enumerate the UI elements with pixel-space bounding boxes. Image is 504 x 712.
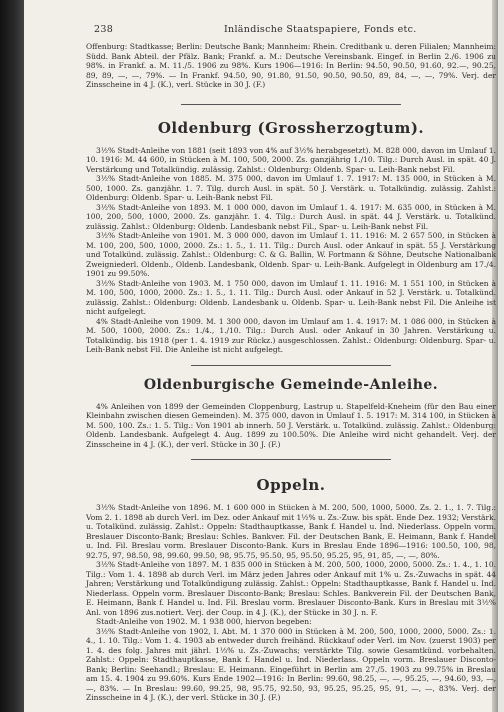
oldenburg-loan-1901: 3½% Stadt-Anleihe von 1901. M. 3 000 000, davon im Umlauf 1. 11. 1916: M. 2 657 500, in Stücken à M. 100, 200, 500, 1000, 2000. Zs.: 1. 5., 1. 11. Tilg.: Durch Ausl. oder Ankauf in spät. 55 J. Verstärkung und Totalkünd. zulässig. Zahlst.: Oldenburg: C. & G. Ballin, W. Fortmann & Söhne, Deutsche Nationalbank Zweigniederl. Oldenb., Oldenb. Landesbank, Oldenb. Spar- u. Leih-Bank. Aufgelegt in Oldenburg am 17./4. 1901 zu 99.50%. xyxy=(86,231,496,278)
oldenburg-loan-1893: 3½% Stadt-Anleihe von 1893. M. 1 000 000, davon im Umlauf 1. 4. 1917: M. 635 000, in Stücken à M. 100, 200, 500, 1000, 2000. Zs. ganzjähr. 1. 4. Tilg.: Durch Ausl. in spät. 44 J. Verstärk. u. Totalkünd. zulässig. Zahlst.: Oldenburg: Oldenb. Landesbank nebst Fil., Spar- u. Leih-Bank nebst Fil. xyxy=(86,202,496,231)
oppeln-loan-1902-abt1: 3½% Stadt-Anleihe von 1902, I. Abt. M. 1 370 000 in Stücken à M. 200, 500, 1000, 2000, 5000. Zs.: 1. 4., 1. 10. Tilg.: Vom 1. 4. 1903 ab entweder durch freihänd. Rückkauf oder Verl. im Nov. (zuerst 1903) per 1. 4. des folg. Jahres mit jährl. 1⅓% u. Zs.-Zuwachs; verstärkte Tilg. sowie Gesamtkünd. vorbehalten. Zahlst.: Oppeln: Stadthauptkasse, Bank f. Handel u. Ind. Niederlass. Oppeln vorm. Breslauer Disconto-Bank; Berlin: Seehandl.; Breslau: E. Heimann. Eingeführt in Berlin am 27./5. 1903 zu 99.75% in Breslau am 15. 4. 1904 zu 99.60%. Kurs Ende 1902—1916: In Berlin: 99.60, 98.25, —, —, 95.25, —, 94.60, 93, —, —, 83%. — In Breslau: 99.60, 99.25, 98, 95.75, 92.50, 93, 95.25, 95.25, 95, 91, —, —, 83%. Verj. der Zinsscheine in 4 J. (K.), der verl. Stücke in 30 J. (F.) xyxy=(86,626,496,702)
page-number: 238 xyxy=(94,24,114,35)
oppeln-loan-1902-header: Stadt-Anleihe von 1902. M. 1 938 000, hiervon begeben: xyxy=(96,617,312,626)
section-divider xyxy=(191,365,391,366)
intro-paragraph: Offenburg: Stadtkasse; Berlin: Deutsche Bank; Mannheim: Rhein. Creditbank u. deren Filialen; Mannheim: Südd. Bank Abteil. der Pfälz. Bank; Frankf. a. M.: Deutsche Vereinsbank. Eingef. in Berlin 2./6. 1906 zu 98%. in Frankf. a. M. 11./5. 1906 zu 98%. Kurs 1906—1916: In Berlin: 94.50, 90.50, 91.60, 92.—, 90.25, 89, 89, —, —, 79%. — In Frankf. 94.50, 90, 91.80, 91.50, 90.50, 90.50, 89, 84, —, —, 79%. Verj. der Zinsscheine in 4 J. (K.), verl. Stücke in 30 J. (F.) xyxy=(86,42,496,89)
page-content xyxy=(86,42,496,703)
section-title-oldenburg: Oldenburg (Grossherzogtum). xyxy=(157,118,425,137)
oppeln-loan-1897: 3½% Stadt-Anleihe von 1897. M. 1 835 000 in Stücken à M. 200, 500, 1000, 2000, 5000. Zs.: 1. 4., 1. 10. Tilg.: Vom 1. 4. 1898 ab durch Verl. im März jeden Jahres oder Ankauf mit 1% u. Zs.-Zuwachs in spät. 44 Jahren; Verstärkung und Totalkündigung zulässig. Zahlst.: Oppeln: Stadthauptkasse, Bank f. Handel u. Ind. Niederlass. Oppeln vorm. Breslauer Disconto-Bank; Breslau: Schles. Bankverein Fil. der Deutschen Bank, E. Heimann, Bank f. Handel u. Ind. Fil. Breslau vorm. Breslauer Disconto-Bank. Kurs in Breslau mit 3½% Anl. von 1896 zus.notiert. Verj. der Coup. in 4 J. (K.), der Stücke in 30 J. n. F. xyxy=(86,560,496,617)
running-title: Inländische Staatspapiere, Fonds etc. xyxy=(224,24,417,35)
section-title-oppeln: Oppeln. xyxy=(256,476,326,494)
gemeinde-loan-1899: 4% Anleihen von 1899 der Gemeinden Cloppenburg, Lastrup u. Stapelfeld-Kneheim (für den Bau einer Kleinbahn zwischen diesen Gemeinden). M. 375 000, davon in Umlauf 1. 5. 1917: M. 314 100, in Stücken à M. 500, 100. Zs.: 1. 5. Tilg.: Von 1901 ab innerh. 50 J. Verstärk. u. Totalkünd. zulässig. Zahlst.: Oldenburg: Oldenb. Landesbank. Aufgelegt 4. Aug. 1899 zu 100.50%. Die Anleihe wird nicht gehandelt. Verj. der Zinsscheine in 4 J. (K.), der verl. Stücke in 30 J. (F.) xyxy=(86,401,496,449)
section-divider xyxy=(191,459,391,460)
oldenburg-loan-1903: 3½% Stadt-Anleihe von 1903. M. 1 750 000, davon im Umlauf 1. 11. 1916: M. 1 551 100, in Stücken à M. 100, 500, 1000, 2000. Zs.: 1. 5., 1. 11. Tilg.: Durch Ausl. oder Ankauf in 52 J. Verstärk. u. Totalkünd. zulässig. Zahlst.: Oldenburg: Oldenb. Landesbank u. Oldenb. Spar- u. Leih-Bank nebst Fil. Die Anleihe ist nicht aufgelegt. xyxy=(86,278,496,316)
book-page xyxy=(24,0,498,712)
section-title-gemeinde: Oldenburgische Gemeinde-Anleihe. xyxy=(143,376,439,393)
oldenburg-loan-1909: 4% Stadt-Anleihe von 1909. M. 1 300 000, davon im Umlauf am 1. 4. 1917: M. 1 086 000, in Stücken à M. 500, 1000, 2000. Zs.: 1./4., 1./10. Tilg.: Durch Ausl. oder Ankauf in 30 Jahren. Verstärkung u. Totalkündig. bis 1918 (per 1. 4. 1919 zur Rückz.) ausgeschlossen. Zahlst.: Oldenburg: Oldenburg. Spar- u. Leih-Bank nebst Fil. Die Anleihe ist nicht aufgelegt. xyxy=(86,316,496,354)
oppeln-loan-1896: 3½% Stadt-Anleihe von 1896. M. 1 600 000 in Stücken à M. 200, 500, 1000, 5000. Zs. 2. 1., 1. 7. Tilg.: Vom 2. 1. 1898 ab durch Verl. im Dez. oder Ankauf mit 1½% u. Zs.-Zuw. bis spät. Ende Dez. 1932; Verstärk. u. Totalkünd. zulässig. Zahlst.: Oppeln: Stadthauptkasse, Bank f. Handel u. Ind. Niederlass. Oppeln vorm. Breslauer Disconto-Bank; Breslau: Schles. Bankver. Fil. der Deutschen Bank, E. Heimann, Bank f. Handel u. Ind. Fil. Breslau vorm. Breslauer Disconto-Bank. Kurs in Breslau Ende 1896—1916: 100.50, 100, 98, 92.75, 97, 98.50, 98, 99.60, 99.50, 98, 95.75, 95.50, 95, 95.50, 95.25, 95, 91, 85, —, —, 80%. xyxy=(86,503,496,560)
oldenburg-loan-1881: 3½% Stadt-Anleihe von 1881 (seit 1893 von 4% auf 3½% herabgesetzt). M. 828 000, davon im Umlauf 1. 10. 1916: M. 44 600, in Stücken à M. 100, 500, 2000. Zs. ganzjährig 1./10. Tilg.: Durch Ausl. in spät. 40 J. Verstärkung und Totalkündig. zulässig. Zahlst.: Oldenburg: Oldenb. Spar- u. Leih-Bank nebst Fil. xyxy=(86,145,496,174)
oldenburg-loan-1885: 3½% Stadt-Anleihe von 1885. M. 375 000, davon im Umlauf 1. 7. 1917: M. 135 000, in Stücken à M. 500, 1000. Zs. ganzjähr. 1. 7. Tilg. durch Ausl. in spät. 50 J. Verstärk. u. Totalkündig. zulässig. Zahlst.: Oldenburg: Oldenb. Spar- u. Leih-Bank nebst Fil. xyxy=(86,174,496,202)
page-header xyxy=(24,24,498,38)
book-binding-shadow xyxy=(0,0,24,712)
section-divider xyxy=(181,104,401,105)
